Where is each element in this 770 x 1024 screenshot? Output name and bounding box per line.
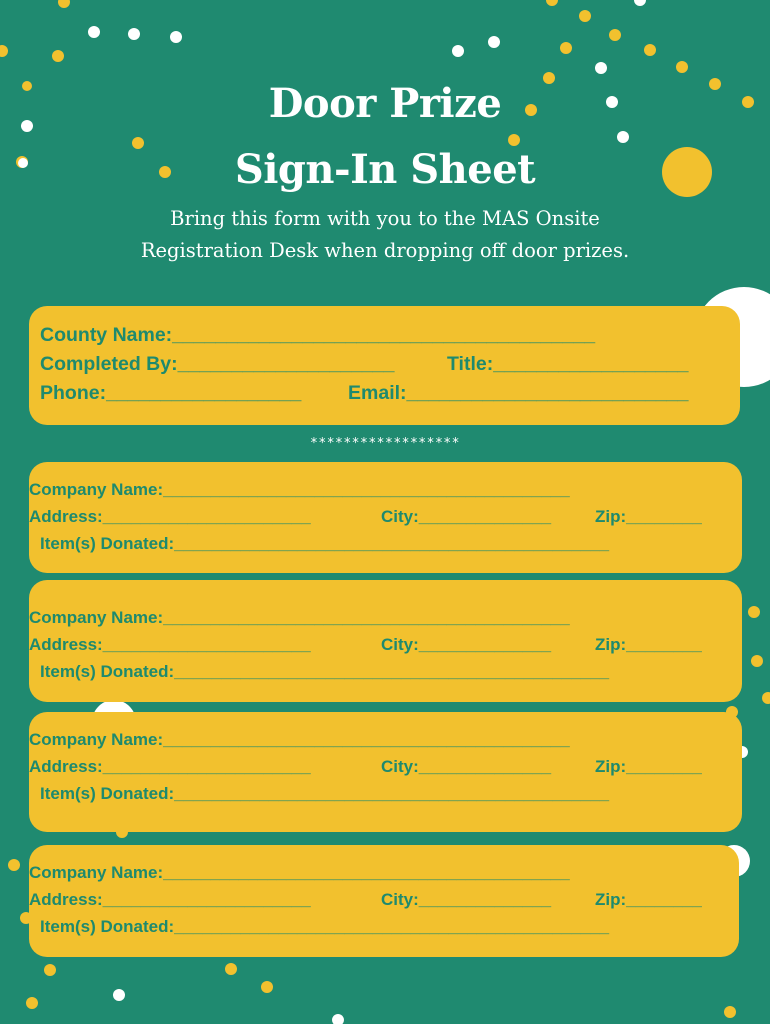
confetti-dot: [748, 606, 760, 618]
confetti-dot: [543, 72, 555, 84]
confetti-dot: [546, 0, 558, 6]
confetti-dot: [44, 964, 56, 976]
instructions-text: Bring this form with you to the MAS Onsite Registration Desk when dropping off door prizes.: [140, 207, 630, 262]
items-donated-field[interactable]: Item(s) Donated:______________________________________________: [40, 917, 610, 936]
confetti-dot: [560, 42, 572, 54]
confetti-dot: [595, 62, 607, 74]
page-title-line-2: Sign-In Sheet: [234, 146, 536, 193]
confetti-dot: [762, 692, 770, 704]
items-donated-field[interactable]: Item(s) Donated:______________________________________________: [40, 662, 610, 681]
zip-field[interactable]: Zip:________: [595, 757, 702, 776]
address-field[interactable]: Address:______________________: [29, 635, 311, 654]
company-card-4: [29, 845, 739, 957]
company-card-3: [29, 712, 742, 832]
page-title-line-1: Door Prize: [268, 80, 502, 127]
phone-field[interactable]: Phone:__________________: [40, 382, 302, 404]
confetti-dot: [332, 1014, 344, 1024]
company-name-field[interactable]: Company Name:___________________________________________: [29, 730, 570, 749]
confetti-dot: [58, 0, 70, 8]
city-field[interactable]: City:______________: [381, 635, 552, 654]
confetti-dot: [225, 963, 237, 975]
address-field[interactable]: Address:______________________: [29, 757, 311, 776]
zip-field[interactable]: Zip:________: [595, 890, 702, 909]
company-name-field[interactable]: Company Name:___________________________________________: [29, 480, 570, 499]
company-name-field[interactable]: Company Name:___________________________________________: [29, 608, 570, 627]
confetti-dot: [452, 45, 464, 57]
confetti-dot: [724, 1006, 736, 1018]
confetti-dot: [579, 10, 591, 22]
confetti-dot: [170, 31, 182, 43]
confetti-dot: [113, 989, 125, 1001]
confetti-dot: [8, 859, 20, 871]
confetti-dot: [0, 45, 8, 57]
confetti-dot: [261, 981, 273, 993]
confetti-dot: [128, 28, 140, 40]
confetti-dot: [634, 0, 646, 6]
address-field[interactable]: Address:______________________: [29, 507, 311, 526]
completed-by-field[interactable]: Completed By:____________________: [40, 353, 395, 375]
company-card-1: [29, 462, 742, 573]
confetti-dot: [644, 44, 656, 56]
company-name-field[interactable]: Company Name:___________________________________________: [29, 863, 570, 882]
city-field[interactable]: City:______________: [381, 890, 552, 909]
confetti-dot: [751, 655, 763, 667]
confetti-dot: [609, 29, 621, 41]
confetti-dot: [676, 61, 688, 73]
confetti-dot: [132, 137, 144, 149]
city-field[interactable]: City:______________: [381, 507, 552, 526]
company-card-2: [29, 580, 742, 702]
items-donated-field[interactable]: Item(s) Donated:______________________________________________: [40, 534, 610, 553]
confetti-dot: [508, 134, 520, 146]
city-field[interactable]: City:______________: [381, 757, 552, 776]
confetti-dot: [52, 50, 64, 62]
address-field[interactable]: Address:______________________: [29, 890, 311, 909]
email-field[interactable]: Email:__________________________: [348, 382, 689, 404]
title-field[interactable]: Title:__________________: [447, 353, 689, 375]
zip-field[interactable]: Zip:________: [595, 507, 702, 526]
separator-asterisks: ******************: [310, 436, 460, 451]
confetti-dot: [26, 997, 38, 1009]
confetti-dot: [488, 36, 500, 48]
county-name-field[interactable]: County Name:_______________________________________: [40, 324, 596, 346]
confetti-dot: [617, 131, 629, 143]
county-info-card: [29, 306, 740, 425]
items-donated-field[interactable]: Item(s) Donated:______________________________________________: [40, 784, 610, 803]
confetti-dot: [88, 26, 100, 38]
zip-field[interactable]: Zip:________: [595, 635, 702, 654]
